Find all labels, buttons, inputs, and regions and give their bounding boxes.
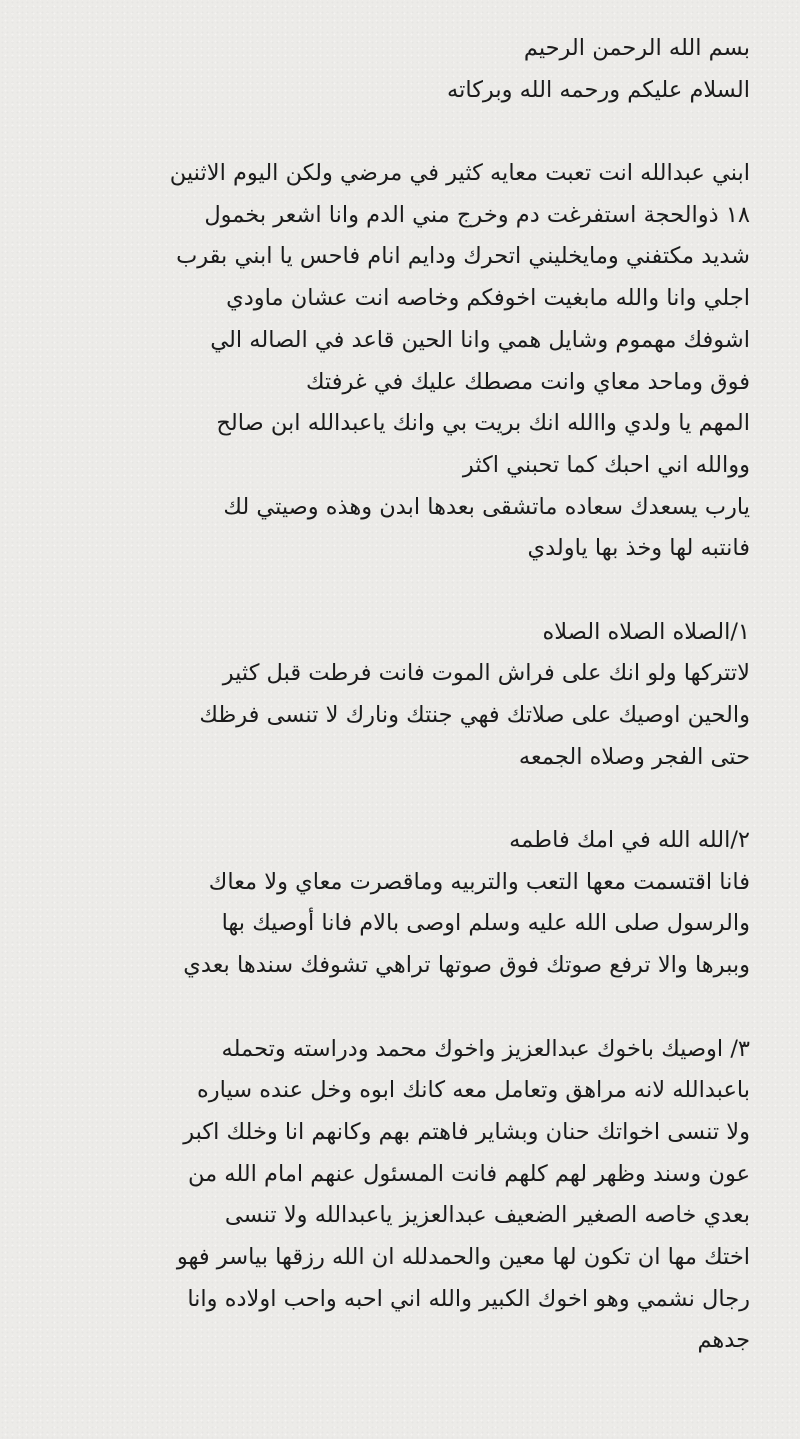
item2-line: فانا اقتسمت معها التعب والتربيه وماقصرت معاي ولا معاك: [208, 868, 750, 895]
item3-heading: ٣/ اوصيك باخوك عبدالعزيز واخوك محمد ودراسته وتحمله: [221, 1035, 750, 1062]
paragraph-spacer: [40, 987, 750, 1029]
paragraph-spacer: [40, 111, 750, 153]
item3-line: رجال نشمي وهو اخوك الكبير والله اني احبه واحب اولاده وانا: [187, 1285, 750, 1312]
paragraph-spacer: [40, 570, 750, 612]
intro-line: ابني عبدالله انت تعبت معايه كثير في مرضي ولكن اليوم الاثنين: [169, 160, 750, 187]
item1-line: لاتتركها ولو انك على فراش الموت فانت فرطت قبل كثير: [222, 660, 750, 687]
salam-line: السلام عليكم ورحمه الله وبركاته: [447, 76, 750, 103]
item3-line: باعبدالله لانه مراهق وتعامل معه كانك ابوه وخل عنده سياره: [196, 1077, 750, 1104]
intro-line: ١٨ ذوالحجة استفرغت دم وخرج مني الدم وانا اشعر بخمول: [204, 201, 750, 228]
item3-line: عون وسند وظهر لهم كلهم فانت المسئول عنهم امام الله من: [187, 1160, 750, 1187]
item1-line: حتى الفجر وصلاه الجمعه: [518, 743, 750, 770]
intro-line: فوق وماحد معاي وانت مصطك عليك في غرفتك: [305, 368, 750, 395]
item1-line: والحين اوصيك على صلاتك فهي جنتك ونارك لا تنسى فرظك: [199, 702, 750, 728]
item1-heading: ١/الصلاه الصلاه الصلاه: [542, 618, 750, 645]
paragraph-spacer: [40, 778, 750, 820]
item2-heading: ٢/الله الله في امك فاطمه: [509, 827, 750, 854]
intro-line: اشوفك مهموم وشايل همي وانا الحين قاعد في الصاله الي: [210, 326, 750, 353]
intro-line: شديد مكتفني ومايخليني اتحرك ودايم انام فاحس يا ابني بقرب: [176, 243, 750, 270]
item3-line: جدهم: [697, 1327, 750, 1354]
item2-line: وببرها والا ترفع صوتك فوق صوتها تراهي تشوفك سندها بعدي: [183, 952, 750, 979]
intro-line: يارب يسعدك سعاده ماتشقى بعدها ابدن وهذه وصيتي لك: [223, 493, 750, 520]
intro-line: ووالله اني احبك كما تحبني اكثر: [462, 451, 750, 478]
item3-line: اختك مها ان تكون لها معين والحمدلله ان الله رزقها بياسر فهو: [176, 1243, 750, 1270]
item3-line: ولا تنسى اخواتك حنان وبشاير فاهتم بهم وكانهم انا وخلك اكبر: [183, 1118, 750, 1145]
item3-line: بعدي خاصه الصغير الضعيف عبدالعزيز ياعبدالله ولا تنسى: [224, 1202, 750, 1229]
intro-line: فانتبه لها وخذ بها ياولدي: [527, 535, 750, 562]
item2-line: والرسول صلى الله عليه وسلم اوصى بالام فانا أوصيك بها: [221, 910, 750, 937]
intro-line: المهم يا ولدي واالله انك بريت بي وانك ياعبدالله ابن صالح: [216, 410, 750, 437]
intro-line: اجلي وانا والله مابغيت اخوفكم وخاصه انت عشان ماودي: [226, 285, 750, 312]
basmala-line: بسم الله الرحمن الرحيم: [523, 35, 750, 61]
